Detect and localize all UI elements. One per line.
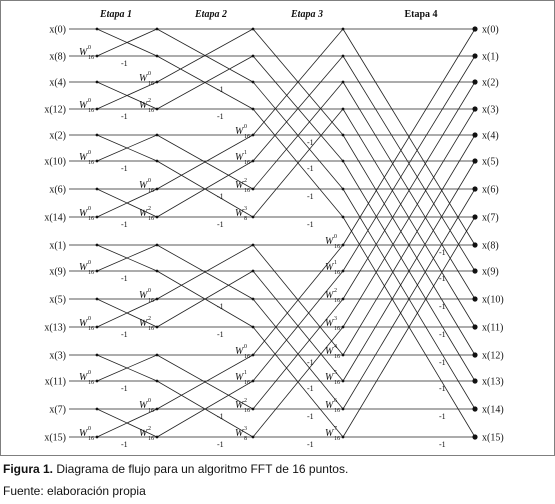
twiddle-factor-stage3 — [235, 206, 247, 222]
twiddle-text: W — [235, 152, 244, 163]
twiddle-factor-stage1 — [79, 98, 94, 114]
node — [342, 326, 345, 329]
node — [96, 270, 99, 273]
minus-one-label: -1 — [307, 358, 314, 367]
twiddle-text: 16 — [334, 436, 340, 442]
minus-one-label: -1 — [121, 220, 128, 229]
node — [156, 216, 159, 219]
twiddle-factor-stage2 — [139, 426, 154, 442]
twiddle-factor-stage2 — [139, 98, 154, 114]
minus-one-label: -1 — [121, 164, 128, 173]
output-node — [472, 186, 477, 191]
output-node — [472, 378, 477, 383]
node — [156, 326, 159, 329]
node — [156, 436, 159, 439]
node — [156, 354, 159, 357]
minus-one-label: -1 — [439, 412, 446, 421]
twiddle-factor-stage3 — [235, 344, 250, 360]
twiddle-factor-stage4 — [325, 426, 340, 442]
node — [156, 134, 159, 137]
output-node — [472, 79, 477, 84]
node — [252, 380, 255, 383]
output-node — [472, 242, 477, 247]
minus-one-label: -1 — [439, 248, 446, 257]
twiddle-text: 16 — [148, 108, 154, 114]
node — [96, 55, 99, 58]
output-label-5: x(5) — [482, 156, 499, 168]
minus-one-label: -1 — [439, 384, 446, 393]
twiddle-text: 16 — [88, 270, 94, 276]
input-label-14: x(7) — [49, 404, 66, 416]
node — [342, 354, 345, 357]
twiddle-text: 0 — [148, 398, 151, 404]
minus-one-label: -1 — [439, 358, 446, 367]
output-label-10: x(10) — [482, 294, 504, 306]
twiddle-text: 4 — [334, 344, 337, 350]
node — [156, 380, 159, 383]
twiddle-text: 1 — [334, 260, 337, 266]
output-label-2: x(2) — [482, 77, 499, 89]
twiddle-text: 16 — [334, 298, 340, 304]
minus-one-label: -1 — [307, 164, 314, 173]
node — [252, 408, 255, 411]
twiddle-text: 16 — [148, 298, 154, 304]
node — [252, 81, 255, 84]
input-label-7: x(14) — [44, 212, 66, 224]
node — [252, 216, 255, 219]
output-node — [472, 106, 477, 111]
node — [342, 188, 345, 191]
node — [96, 354, 99, 357]
twiddle-text: 0 — [88, 426, 91, 432]
twiddle-text: W — [139, 208, 148, 219]
twiddle-factor-stage1 — [79, 206, 94, 222]
twiddle-text: 16 — [244, 160, 250, 166]
input-label-1: x(8) — [49, 51, 66, 63]
twiddle-text: 8 — [244, 216, 247, 222]
twiddle-text: W — [139, 318, 148, 329]
twiddle-text: W — [235, 208, 244, 219]
twiddle-text: W — [325, 236, 334, 247]
node — [156, 408, 159, 411]
twiddle-text: 0 — [148, 288, 151, 294]
node — [342, 436, 345, 439]
twiddle-text: 2 — [148, 316, 151, 322]
twiddle-factor-stage1 — [79, 150, 94, 166]
twiddle-text: 16 — [334, 354, 340, 360]
input-label-13: x(11) — [44, 376, 66, 388]
twiddle-factor-stage4 — [325, 288, 340, 304]
minus-one-label: -1 — [121, 384, 128, 393]
node — [252, 270, 255, 273]
minus-one-label: -1 — [217, 85, 224, 94]
twiddle-text: 6 — [334, 398, 337, 404]
twiddle-text: W — [79, 262, 88, 273]
node — [252, 298, 255, 301]
twiddle-text: W — [325, 346, 334, 357]
twiddle-text: 0 — [244, 124, 247, 130]
node — [156, 244, 159, 247]
node — [342, 408, 345, 411]
twiddle-text: 16 — [244, 380, 250, 386]
node — [96, 244, 99, 247]
node — [96, 298, 99, 301]
twiddle-text: 16 — [148, 326, 154, 332]
twiddle-text: 16 — [334, 244, 340, 250]
input-label-8: x(1) — [49, 240, 66, 252]
twiddle-text: W — [235, 372, 244, 383]
input-label-4: x(2) — [49, 130, 66, 142]
twiddle-text: 16 — [88, 216, 94, 222]
output-node — [472, 434, 477, 439]
twiddle-text: 2 — [244, 398, 247, 404]
input-label-15: x(15) — [44, 432, 66, 444]
output-label-14: x(14) — [482, 404, 504, 416]
stage-title-1: Etapa 1 — [100, 9, 132, 20]
node — [252, 436, 255, 439]
twiddle-text: 0 — [88, 45, 91, 51]
input-label-10: x(5) — [49, 294, 66, 306]
output-node — [472, 132, 477, 137]
input-label-6: x(6) — [49, 184, 66, 196]
twiddle-text: W — [139, 180, 148, 191]
fft-flow-diagram — [1, 1, 555, 457]
twiddle-text: W — [79, 47, 88, 58]
output-node — [472, 268, 477, 273]
node — [96, 81, 99, 84]
output-label-9: x(9) — [482, 266, 499, 278]
twiddle-text: W — [325, 318, 334, 329]
node — [342, 55, 345, 58]
twiddle-text: W — [139, 290, 148, 301]
node — [252, 108, 255, 111]
twiddle-text: 16 — [244, 188, 250, 194]
node — [252, 160, 255, 163]
node — [156, 28, 159, 31]
minus-one-label: -1 — [217, 302, 224, 311]
twiddle-text: 16 — [88, 380, 94, 386]
node — [252, 326, 255, 329]
stage-title-2: Etapa 2 — [195, 9, 227, 20]
twiddle-factor-stage2 — [139, 178, 154, 194]
twiddle-text: 2 — [148, 98, 151, 104]
node — [156, 270, 159, 273]
node — [252, 134, 255, 137]
twiddle-text: 16 — [88, 108, 94, 114]
twiddle-text: 0 — [88, 150, 91, 156]
node — [96, 408, 99, 411]
twiddle-factor-stage4 — [325, 344, 340, 360]
twiddle-factor-stage2 — [139, 71, 154, 87]
twiddle-text: W — [79, 428, 88, 439]
node — [156, 55, 159, 58]
twiddle-text: W — [235, 180, 244, 191]
node — [156, 188, 159, 191]
node — [96, 216, 99, 219]
node — [342, 298, 345, 301]
twiddle-text: 8 — [244, 436, 247, 442]
node — [252, 55, 255, 58]
node — [156, 298, 159, 301]
twiddle-text: 16 — [334, 380, 340, 386]
minus-one-label: -1 — [439, 440, 446, 449]
twiddle-text: 16 — [244, 134, 250, 140]
node — [342, 380, 345, 383]
minus-one-label: -1 — [121, 112, 128, 121]
twiddle-text: 0 — [88, 370, 91, 376]
output-label-7: x(7) — [482, 212, 499, 224]
figure-source: Fuente: elaboración propia — [3, 484, 146, 498]
minus-one-label: -1 — [307, 220, 314, 229]
twiddle-factor-stage1 — [79, 45, 94, 61]
node — [96, 160, 99, 163]
node — [96, 380, 99, 383]
twiddle-text: 16 — [334, 326, 340, 332]
stage-title-3: Etapa 3 — [291, 9, 323, 20]
twiddle-factor-stage4 — [325, 260, 340, 276]
minus-one-label: -1 — [439, 330, 446, 339]
minus-one-label: -1 — [307, 384, 314, 393]
twiddle-text: 16 — [244, 408, 250, 414]
twiddle-factor-stage4 — [325, 370, 340, 386]
minus-one-label: -1 — [307, 138, 314, 147]
twiddle-factor-stage1 — [79, 426, 94, 442]
twiddle-text: W — [325, 262, 334, 273]
twiddle-text: 16 — [88, 326, 94, 332]
twiddle-text: 5 — [334, 370, 337, 376]
minus-one-label: -1 — [217, 220, 224, 229]
figure-caption — [3, 462, 348, 476]
node — [342, 244, 345, 247]
input-label-9: x(9) — [49, 266, 66, 278]
input-label-0: x(0) — [49, 24, 66, 36]
input-label-3: x(12) — [44, 104, 66, 116]
node — [252, 244, 255, 247]
output-label-3: x(3) — [482, 104, 499, 116]
twiddle-text: 2 — [334, 288, 337, 294]
twiddle-text: 0 — [148, 178, 151, 184]
twiddle-factor-stage4 — [325, 234, 340, 250]
figure-label: Figura 1. — [3, 462, 54, 476]
twiddle-factor-stage2 — [139, 316, 154, 332]
node — [156, 108, 159, 111]
output-label-15: x(15) — [482, 432, 504, 444]
node — [96, 436, 99, 439]
twiddle-text: 0 — [148, 71, 151, 77]
twiddle-text: 16 — [334, 408, 340, 414]
output-label-0: x(0) — [482, 24, 499, 36]
twiddle-factor-stage3 — [235, 124, 250, 140]
twiddle-factor-stage1 — [79, 260, 94, 276]
twiddle-text: W — [235, 346, 244, 357]
node — [96, 28, 99, 31]
twiddle-text: 16 — [88, 436, 94, 442]
twiddle-text: 0 — [88, 98, 91, 104]
minus-one-label: -1 — [217, 412, 224, 421]
minus-one-label: -1 — [307, 412, 314, 421]
twiddle-text: 3 — [244, 206, 247, 212]
input-label-2: x(4) — [49, 77, 66, 89]
twiddle-text: 0 — [334, 234, 337, 240]
input-label-11: x(13) — [44, 322, 66, 334]
node — [342, 160, 345, 163]
node — [96, 188, 99, 191]
twiddle-text: W — [79, 100, 88, 111]
twiddle-factor-stage4 — [325, 398, 340, 414]
twiddle-factor-stage2 — [139, 288, 154, 304]
output-label-12: x(12) — [482, 350, 504, 362]
minus-one-label: -1 — [217, 192, 224, 201]
output-node — [472, 214, 477, 219]
twiddle-text: W — [325, 372, 334, 383]
twiddle-text: W — [325, 290, 334, 301]
node — [96, 134, 99, 137]
minus-one-label: -1 — [121, 59, 128, 68]
twiddle-factor-stage2 — [139, 398, 154, 414]
output-node — [472, 406, 477, 411]
twiddle-text: 1 — [244, 370, 247, 376]
twiddle-text: W — [325, 400, 334, 411]
minus-one-label: -1 — [217, 112, 224, 121]
node — [252, 28, 255, 31]
minus-one-label: -1 — [121, 330, 128, 339]
output-label-6: x(6) — [482, 184, 499, 196]
twiddle-text: W — [139, 73, 148, 84]
twiddle-text: 0 — [88, 206, 91, 212]
twiddle-text: 16 — [148, 216, 154, 222]
twiddle-text: 0 — [88, 260, 91, 266]
output-label-11: x(11) — [482, 322, 504, 334]
twiddle-text: 16 — [148, 188, 154, 194]
node — [342, 81, 345, 84]
twiddle-text: 16 — [148, 81, 154, 87]
twiddle-text: 16 — [88, 160, 94, 166]
twiddle-text: 3 — [334, 316, 337, 322]
node — [156, 81, 159, 84]
twiddle-factor-stage3 — [235, 370, 250, 386]
twiddle-text: 16 — [334, 270, 340, 276]
node — [342, 270, 345, 273]
twiddle-factor-stage3 — [235, 426, 247, 442]
minus-one-label: -1 — [307, 192, 314, 201]
node — [96, 108, 99, 111]
twiddle-text: W — [79, 372, 88, 383]
twiddle-factor-stage1 — [79, 316, 94, 332]
twiddle-text: 3 — [244, 426, 247, 432]
minus-one-label: -1 — [217, 330, 224, 339]
twiddle-text: 1 — [244, 150, 247, 156]
twiddle-text: W — [79, 152, 88, 163]
minus-one-label: -1 — [307, 440, 314, 449]
twiddle-text: 16 — [148, 436, 154, 442]
twiddle-text: W — [235, 126, 244, 137]
figure-caption-text: Diagrama de flujo para un algoritmo FFT de 16 puntos. — [53, 462, 349, 476]
minus-one-label: -1 — [121, 440, 128, 449]
output-node — [472, 53, 477, 58]
output-label-1: x(1) — [482, 51, 499, 63]
output-node — [472, 296, 477, 301]
twiddle-text: 2 — [244, 178, 247, 184]
twiddle-text: 16 — [88, 55, 94, 61]
twiddle-text: 0 — [88, 316, 91, 322]
twiddle-text: W — [235, 400, 244, 411]
twiddle-text: W — [235, 428, 244, 439]
twiddle-text: 16 — [244, 354, 250, 360]
twiddle-factor-stage4 — [325, 316, 340, 332]
input-label-12: x(3) — [49, 350, 66, 362]
node — [156, 160, 159, 163]
twiddle-text: 2 — [148, 206, 151, 212]
output-label-13: x(13) — [482, 376, 504, 388]
stage-title-4: Etapa 4 — [404, 9, 438, 20]
twiddle-text: 0 — [244, 344, 247, 350]
twiddle-text: W — [139, 400, 148, 411]
node — [342, 28, 345, 31]
node — [96, 326, 99, 329]
twiddle-text: W — [139, 100, 148, 111]
input-label-5: x(10) — [44, 156, 66, 168]
minus-one-label: -1 — [439, 274, 446, 283]
twiddle-text: 7 — [334, 426, 337, 432]
twiddle-text: W — [79, 318, 88, 329]
twiddle-text: 2 — [148, 426, 151, 432]
node — [252, 188, 255, 191]
node — [342, 216, 345, 219]
minus-one-label: -1 — [439, 302, 446, 311]
output-node — [472, 324, 477, 329]
output-node — [472, 352, 477, 357]
output-node — [472, 158, 477, 163]
node — [342, 134, 345, 137]
twiddle-factor-stage2 — [139, 206, 154, 222]
node — [252, 354, 255, 357]
twiddle-text: W — [139, 428, 148, 439]
twiddle-text: 16 — [148, 408, 154, 414]
output-label-4: x(4) — [482, 130, 499, 142]
output-node — [472, 26, 477, 31]
twiddle-factor-stage3 — [235, 150, 250, 166]
twiddle-factor-stage1 — [79, 370, 94, 386]
node — [342, 108, 345, 111]
minus-one-label: -1 — [121, 274, 128, 283]
twiddle-text: W — [79, 208, 88, 219]
twiddle-text: W — [325, 428, 334, 439]
minus-one-label: -1 — [217, 440, 224, 449]
output-label-8: x(8) — [482, 240, 499, 252]
